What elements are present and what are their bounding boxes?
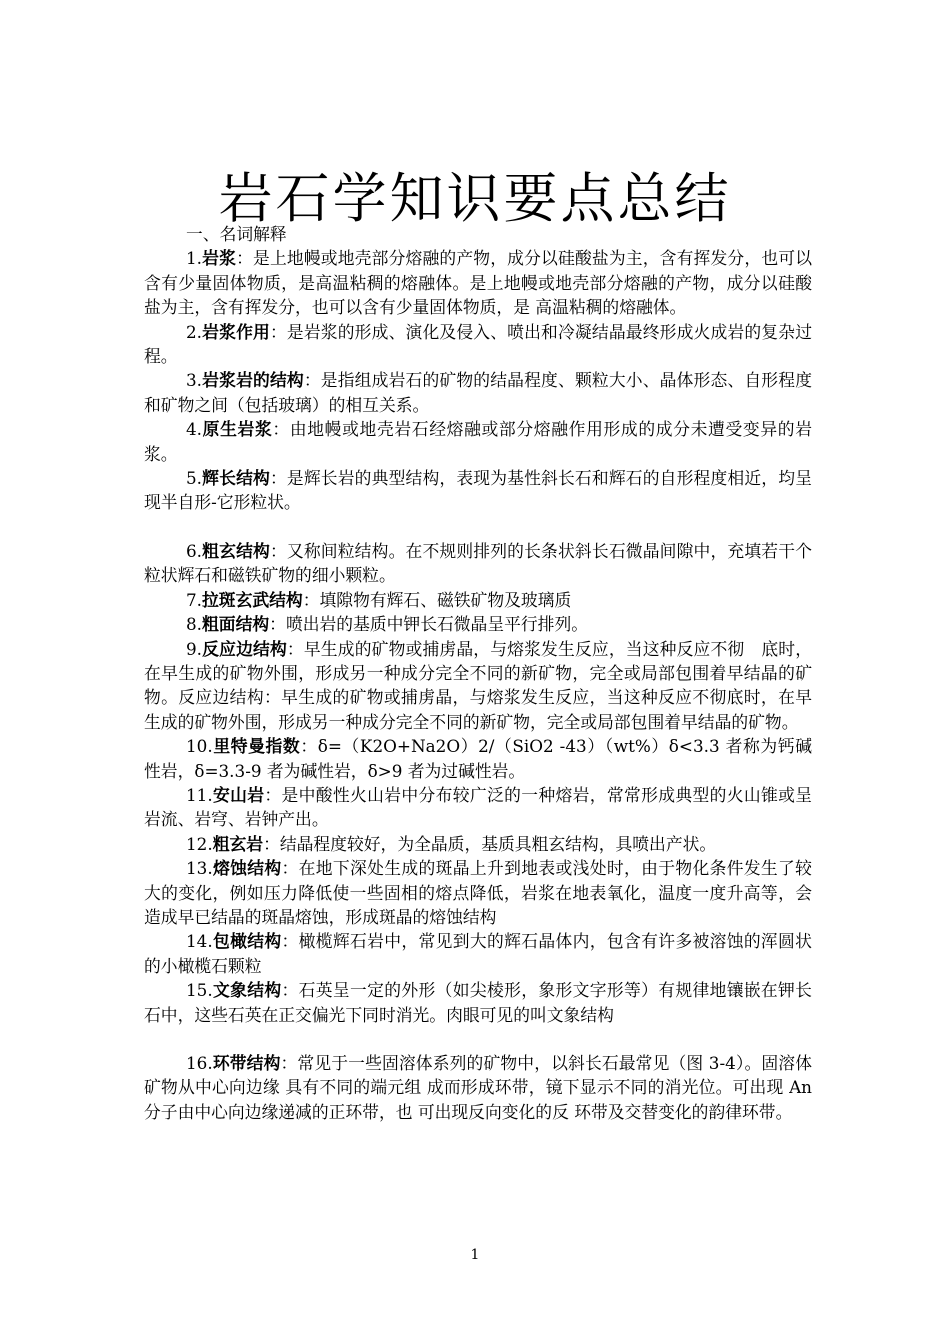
blank-line xyxy=(144,1027,812,1051)
entry-14 xyxy=(144,929,812,978)
blank-line xyxy=(144,515,812,539)
entry-15 xyxy=(144,978,812,1027)
entry-text: δ=（K2O+Na2O）2/（SiO2 -43）（wt%）δ<3.3 者称为钙碱性岩，δ=3.3-9 者为碱性岩，δ>9 者为过碱性岩。 xyxy=(144,736,812,781)
entry-term: 岩浆岩的结构 xyxy=(202,370,304,391)
entry-term: 拉斑玄武结构 xyxy=(202,589,303,610)
entry-6 xyxy=(144,539,812,588)
entry-term: 安山岩 xyxy=(212,784,265,805)
entry-3 xyxy=(144,368,812,417)
entry-8 xyxy=(144,612,812,636)
entry-text: 早生成的矿物或捕虏晶，与熔浆发生反应，当这种反应不彻 底时，在早生成的矿物外围，形成另一种成分完全不同的新矿物，完全或局部包围着早结晶的矿物。反应边结构：早生成的矿物或捕虏晶，与熔浆发生反应，当这种反应不彻底时，在早生成的矿物外围，形成另一种成分完全不同的新矿物，完全或局部包围着早结晶的矿物。 xyxy=(144,638,812,732)
entry-term: 粗面结构 xyxy=(202,614,270,635)
section-heading: 一、名词解释 xyxy=(186,224,287,244)
entry-separator: ： xyxy=(269,321,287,342)
entry-text: 是辉长岩的典型结构，表现为基性斜长石和辉石的自形程度相近，均呈现半自形-它形粒状。 xyxy=(144,468,812,513)
entry-separator: ： xyxy=(281,931,299,952)
entry-7 xyxy=(144,588,812,612)
entry-term: 粗玄岩 xyxy=(212,833,264,854)
entry-term: 包橄结构 xyxy=(212,931,282,952)
entry-text: 结晶程度较好，为全晶质，基质具粗玄结构，具喷出产状。 xyxy=(279,833,717,854)
entry-2 xyxy=(144,320,812,369)
entry-1 xyxy=(144,246,812,319)
entry-text: 由地幔或地壳岩石经熔融或部分熔融作用形成的成分未遭受变异的岩浆。 xyxy=(144,419,812,464)
entry-separator: ： xyxy=(281,980,299,1001)
entry-text: 石英呈一定的外形（如尖棱形，象形文字形等）有规律地镶嵌在钾长石中，这些石英在正交偏光下同时消光。肉眼可见的叫文象结构 xyxy=(144,980,812,1025)
entry-number: 16. xyxy=(186,1053,213,1073)
entry-text: 是中酸性火山岩中分布较广泛的一种熔岩，常常形成典型的火山锥或呈岩流、岩穹、岩钟产出。 xyxy=(144,784,812,830)
entry-number: 12. xyxy=(186,833,213,854)
entry-number: 2. xyxy=(186,321,203,342)
entry-text: 喷出岩的基质中钾长石微晶呈平行排列。 xyxy=(285,614,589,635)
entry-number: 3. xyxy=(186,370,203,391)
entry-term: 岩浆作用 xyxy=(202,321,270,342)
entry-term: 粗玄结构 xyxy=(202,540,270,561)
entry-text: 又称间粒结构。在不规则排列的长条状斜长石微晶间隙中，充填若干个粒状辉石和磁铁矿物的细小颗粒。 xyxy=(144,540,812,586)
entry-separator: ： xyxy=(269,468,287,489)
entry-separator: ： xyxy=(269,614,286,635)
entry-9 xyxy=(144,637,812,735)
page-number: 1 xyxy=(470,1247,480,1263)
entry-11 xyxy=(144,783,812,832)
entry-separator: ： xyxy=(236,248,254,269)
entry-text: 橄榄辉石岩中，常见到大的辉石晶体内，包含有许多被溶蚀的浑圆状的小橄榄石颗粒 xyxy=(144,931,812,976)
entry-text: 在地下深处生成的斑晶上升到地表或浅处时，由于物化条件发生了较大的变化，例如压力降低使一些固相的熔点降低，岩浆在地表氧化，温度一度升高等，会造成早已结晶的斑晶熔蚀，形成斑晶的熔蚀结构 xyxy=(144,858,812,927)
entry-number: 5. xyxy=(186,468,203,489)
entry-number: 15. xyxy=(186,980,213,1001)
entry-separator: ： xyxy=(302,589,320,610)
entry-number: 13. xyxy=(186,858,213,879)
entry-separator: ： xyxy=(272,419,290,440)
entry-term: 原生岩浆 xyxy=(202,419,273,440)
entry-number: 1. xyxy=(186,248,203,269)
entry-term: 反应边结构 xyxy=(202,638,287,659)
entry-term: 里特曼指数 xyxy=(212,736,301,757)
entry-term: 环带结构 xyxy=(212,1053,281,1073)
entry-term: 熔蚀结构 xyxy=(212,858,282,879)
entry-separator: ： xyxy=(264,784,282,805)
entry-separator: ： xyxy=(263,833,280,854)
entry-text: 是岩浆的形成、演化及侵入、喷出和冷凝结晶最终形成火成岩的复杂过程。 xyxy=(144,321,812,367)
entry-number: 6. xyxy=(186,540,203,561)
entry-text: 填隙物有辉石、磁铁矿物及玻璃质 xyxy=(319,589,572,610)
entry-13 xyxy=(144,856,812,929)
entry-separator: ： xyxy=(303,370,321,391)
entry-text: 是指组成岩石的矿物的结晶程度、颗粒大小、晶体形态、自形程度和矿物之间（包括玻璃）的相互关系。 xyxy=(144,370,812,415)
entry-16 xyxy=(144,1051,812,1124)
entry-term: 岩浆 xyxy=(202,248,237,269)
entry-separator: ： xyxy=(280,1053,298,1073)
entry-number: 7. xyxy=(186,589,203,610)
entry-4 xyxy=(144,417,812,466)
entry-5 xyxy=(144,466,812,515)
document-body xyxy=(144,222,812,1124)
entry-text: 常见于一些固溶体系列的矿物中，以斜长石最常见（图 3-4）。固溶体矿物从中心向边缘 具有不同的端元组 成而形成环带，镜下显示不同的消光位。可出现 An 分子由中心向边缘递减的正环带，也 可出现反向变化的反 环带及交替变化的韵律环带。 xyxy=(144,1053,812,1122)
entry-number: 11. xyxy=(186,784,213,805)
entry-12 xyxy=(144,832,812,856)
entry-number: 9. xyxy=(186,638,203,659)
entry-number: 10. xyxy=(186,736,213,757)
entry-number: 8. xyxy=(186,614,203,635)
entry-number: 14. xyxy=(186,931,213,952)
entry-number: 4. xyxy=(186,419,203,440)
entry-separator: ： xyxy=(286,638,304,659)
entry-separator: ： xyxy=(281,858,299,879)
entry-term: 辉长结构 xyxy=(202,468,270,489)
entry-term: 文象结构 xyxy=(212,980,282,1001)
entry-10 xyxy=(144,734,812,783)
document-title: 岩石学知识要点总结 xyxy=(218,167,732,231)
entry-text: 是上地幔或地壳部分熔融的产物，成分以硅酸盐为主，含有挥发分，也可以含有少量固体物质，是高温粘稠的熔融体。是上地幔或地壳部分熔融的产物，成分以硅酸盐为主，含有挥发分，也可以含有少量固体物质，是 高温粘稠的熔融体。 xyxy=(144,248,812,318)
entry-separator: ： xyxy=(269,540,287,561)
entry-separator: ： xyxy=(300,736,318,757)
